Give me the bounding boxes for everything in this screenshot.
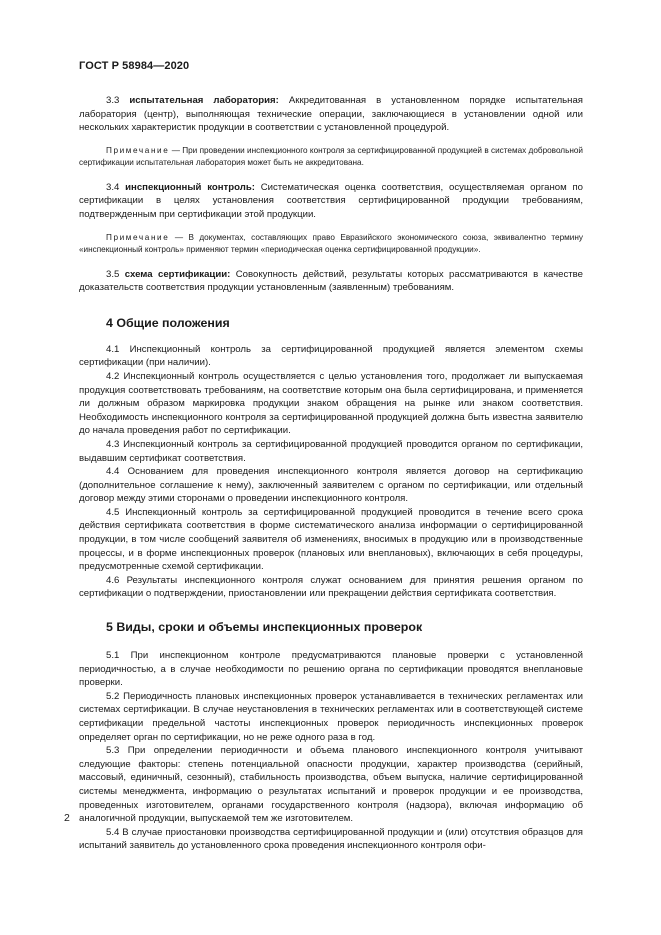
paragraph-4-5: 4.5 Инспекционный контроль за сертифицированной продукцией проводится в течение всего срока действия сертификата соответствия в форме систематического анализа информации о сертифицированной продукции, в том числе сообщений заявителя об изменениях, вносимых в продукцию или в производственные процессы, и в форме инспекционных проверок (плановых или внеплановых), включающих в себя процедуры, предусмотренные схемой сертификации. xyxy=(79,506,583,573)
definition-number: 3.5 xyxy=(106,268,120,280)
definition-3-4 xyxy=(79,181,583,222)
note-label: Примечание xyxy=(106,232,170,242)
definition-text: Совокупность действий, результаты которых рассматриваются в качестве доказательств соответствия продукции установленным (заявленным) требованиям. xyxy=(79,268,583,294)
paragraph-5-1: 5.1 При инспекционном контроле предусматриваются плановые проверки с установленной периодичностью, а в случае необходимости по решению органа по сертификации проводятся внеплановые проверки. xyxy=(79,650,583,689)
section-5-heading: 5 Виды, сроки и объемы инспекционных проверок xyxy=(106,620,423,635)
definition-term: испытательная лаборатория: xyxy=(129,95,279,106)
paragraph-5-3: 5.3 При определении периодичности и объема планового инспекционного контроля учитывают следующие факторы: степень потенциальной опасности продукции, характер производства (серийный, массовый, единичный, сезонный), стабильность производства, объем выпуска, наличие сертифицированной системы менеджмента, информацию о результатах испытаний и проверок продукции и ее производства, проведенных изготовителем, органами государственного контроля (надзора), включая информацию об аналогичной продукции, выпускаемой тем же изготовителем. xyxy=(79,745,583,825)
definition-term: инспекционный контроль: xyxy=(125,181,255,193)
section-4-heading: 4 Общие положения xyxy=(106,315,230,330)
page-content xyxy=(79,94,583,853)
definition-number: 3.4 xyxy=(106,181,120,193)
page-number: 2 xyxy=(64,812,70,824)
note-dash: — xyxy=(174,232,184,242)
paragraph-4-6: 4.6 Результаты инспекционного контроля служат основанием для принятия решения органом по сертификации о подтверждении, приостановлении или прекращении действия сертификата соответствия. xyxy=(79,574,583,600)
definition-text: Аккредитованная в установленном порядке испытательная лаборатория (центр), выполняющая технические операции, заключающиеся в установлении одной или нескольких характеристик продукции в соответствии с установленной процедурой. xyxy=(79,95,583,134)
definition-text: Систематическая оценка соответствия, осуществляемая органом по сертификации в целях установления соответствия сертифицированной продукции требованиям, подтвержденным при сертификации этой продукции. xyxy=(79,181,583,220)
paragraph-5-4: 5.4 В случае приостановки производства сертифицированной продукции и (или) отсутствия образцов для испытаний заявитель до установленного срока проведения инспекционного контроля офи- xyxy=(79,826,583,852)
note-3-4 xyxy=(79,232,583,257)
paragraph-4-3: 4.3 Инспекционный контроль за сертифицированной продукцией проводится органом по сертификации, выдавшим сертификат соответствия. xyxy=(79,438,583,464)
definition-number: 3.3 xyxy=(106,95,120,106)
definition-term: схема сертификации: xyxy=(124,268,231,280)
standard-header: ГОСТ Р 58984—2020 xyxy=(79,60,190,72)
note-text: При проведении инспекционного контроля за сертифицированной продукцией в системах добровольной сертификации испытательная лаборатория может быть не аккредитована. xyxy=(79,145,584,168)
paragraph-5-2: 5.2 Периодичность плановых инспекционных проверок устанавливается в технических регламентах или системах сертификации. В случае неустановления в технических регламентах или в соответствующей системе сертификации предельной частоты инспекционных проверок периодичность инспекционных проверок определяет орган по сертификации, но не реже одного раза в год. xyxy=(79,690,583,743)
note-3-3 xyxy=(79,145,583,170)
definition-3-5 xyxy=(79,268,583,295)
paragraph-4-2: 4.2 Инспекционный контроль осуществляется с целью установления того, продолжает ли выпускаемая продукция соответствовать требованиям, на соответствие которым она была сертифицирована, и применяется ли должным образом маркировка продукции знаком обращения на рынке или знаком соответствия. Необходимость инспекционного контроля за сертифицированной продукцией должна быть известна заявителю до начала проведения работ по сертификации. xyxy=(79,370,583,437)
paragraph-4-1: 4.1 Инспекционный контроль за сертифицированной продукцией является элементом схемы сертификации (при наличии). xyxy=(79,343,583,369)
note-label: Примечание xyxy=(106,145,170,155)
definition-3-3 xyxy=(79,94,583,135)
note-text: В документах, составляющих право Евразийского экономического союза, эквивалентно термину «инспекционный контроль» применяют термин «периодическая оценка сертифицированной продукции». xyxy=(79,232,583,255)
paragraph-4-4: 4.4 Основанием для проведения инспекционного контроля является договор на сертификацию (дополнительное соглашение к нему), заключенный заявителем с органом по сертификации, или отдельный договор между этими сторонами о проведении инспекционного контроля. xyxy=(79,466,583,505)
note-dash: — xyxy=(171,145,180,155)
